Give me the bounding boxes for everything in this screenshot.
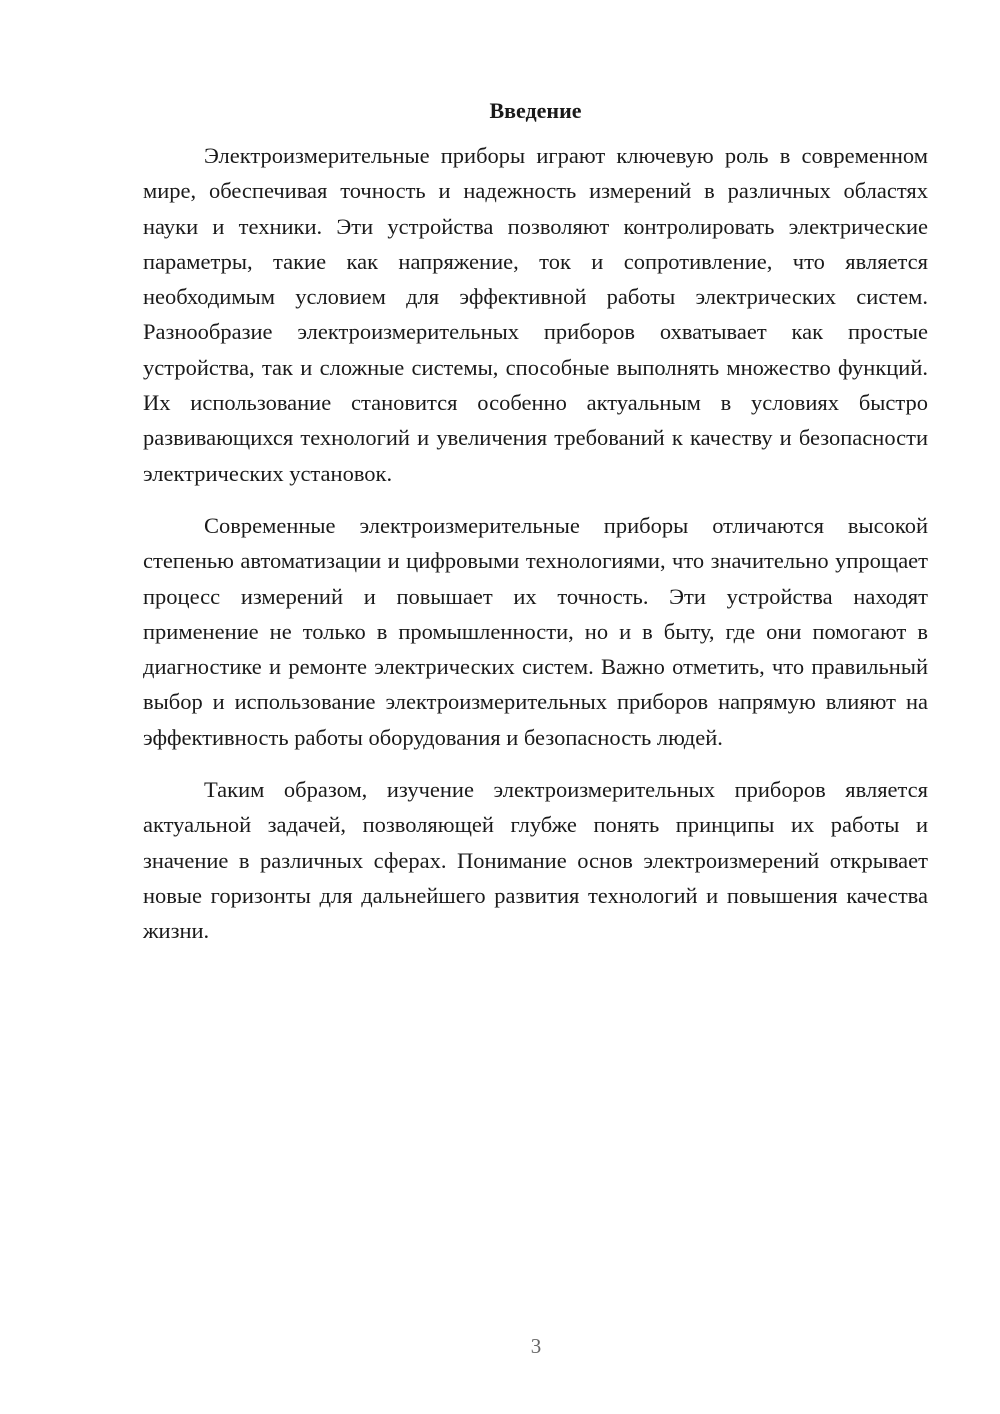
paragraph-intro: Электроизмерительные приборы играют ключевую роль в современном мире, обеспечивая точность и надежность измерений в различных областях науки и техники. Эти устройства позволяют контролировать электрические параметры, такие как напряжение, ток и сопротивление, что является необходимым условием для эффективной работы электрических систем. Разнообразие электроизмерительных приборов охватывает как простые устройства, так и сложные системы, способные выполнять множество функций. Их использование становится особенно актуальным в условиях быстро развивающихся технологий и увеличения требований к качеству и безопасности электрических установок. [143, 143, 928, 486]
page-title: Введение [489, 98, 582, 123]
page-content [143, 96, 928, 949]
paragraph-conclusion: Таким образом, изучение электроизмерительных приборов является актуальной задачей, позволяющей глубже понять принципы их работы и значение в различных сферах. Понимание основ электроизмерений открывает новые горизонты для дальнейшего развития технологий и повышения качества жизни. [143, 777, 928, 944]
page-number: 3 [530, 1334, 542, 1358]
paragraph-modern-devices: Современные электроизмерительные приборы отличаются высокой степенью автоматизации и цифровыми технологиями, что значительно упрощает процесс измерений и повышает их точность. Эти устройства находят применение не только в промышленности, но и в быту, где они помогают в диагностике и ремонте электрических систем. Важно отметить, что правильный выбор и использование электроизмерительных приборов напрямую влияют на эффективность работы оборудования и безопасность людей. [143, 512, 928, 750]
